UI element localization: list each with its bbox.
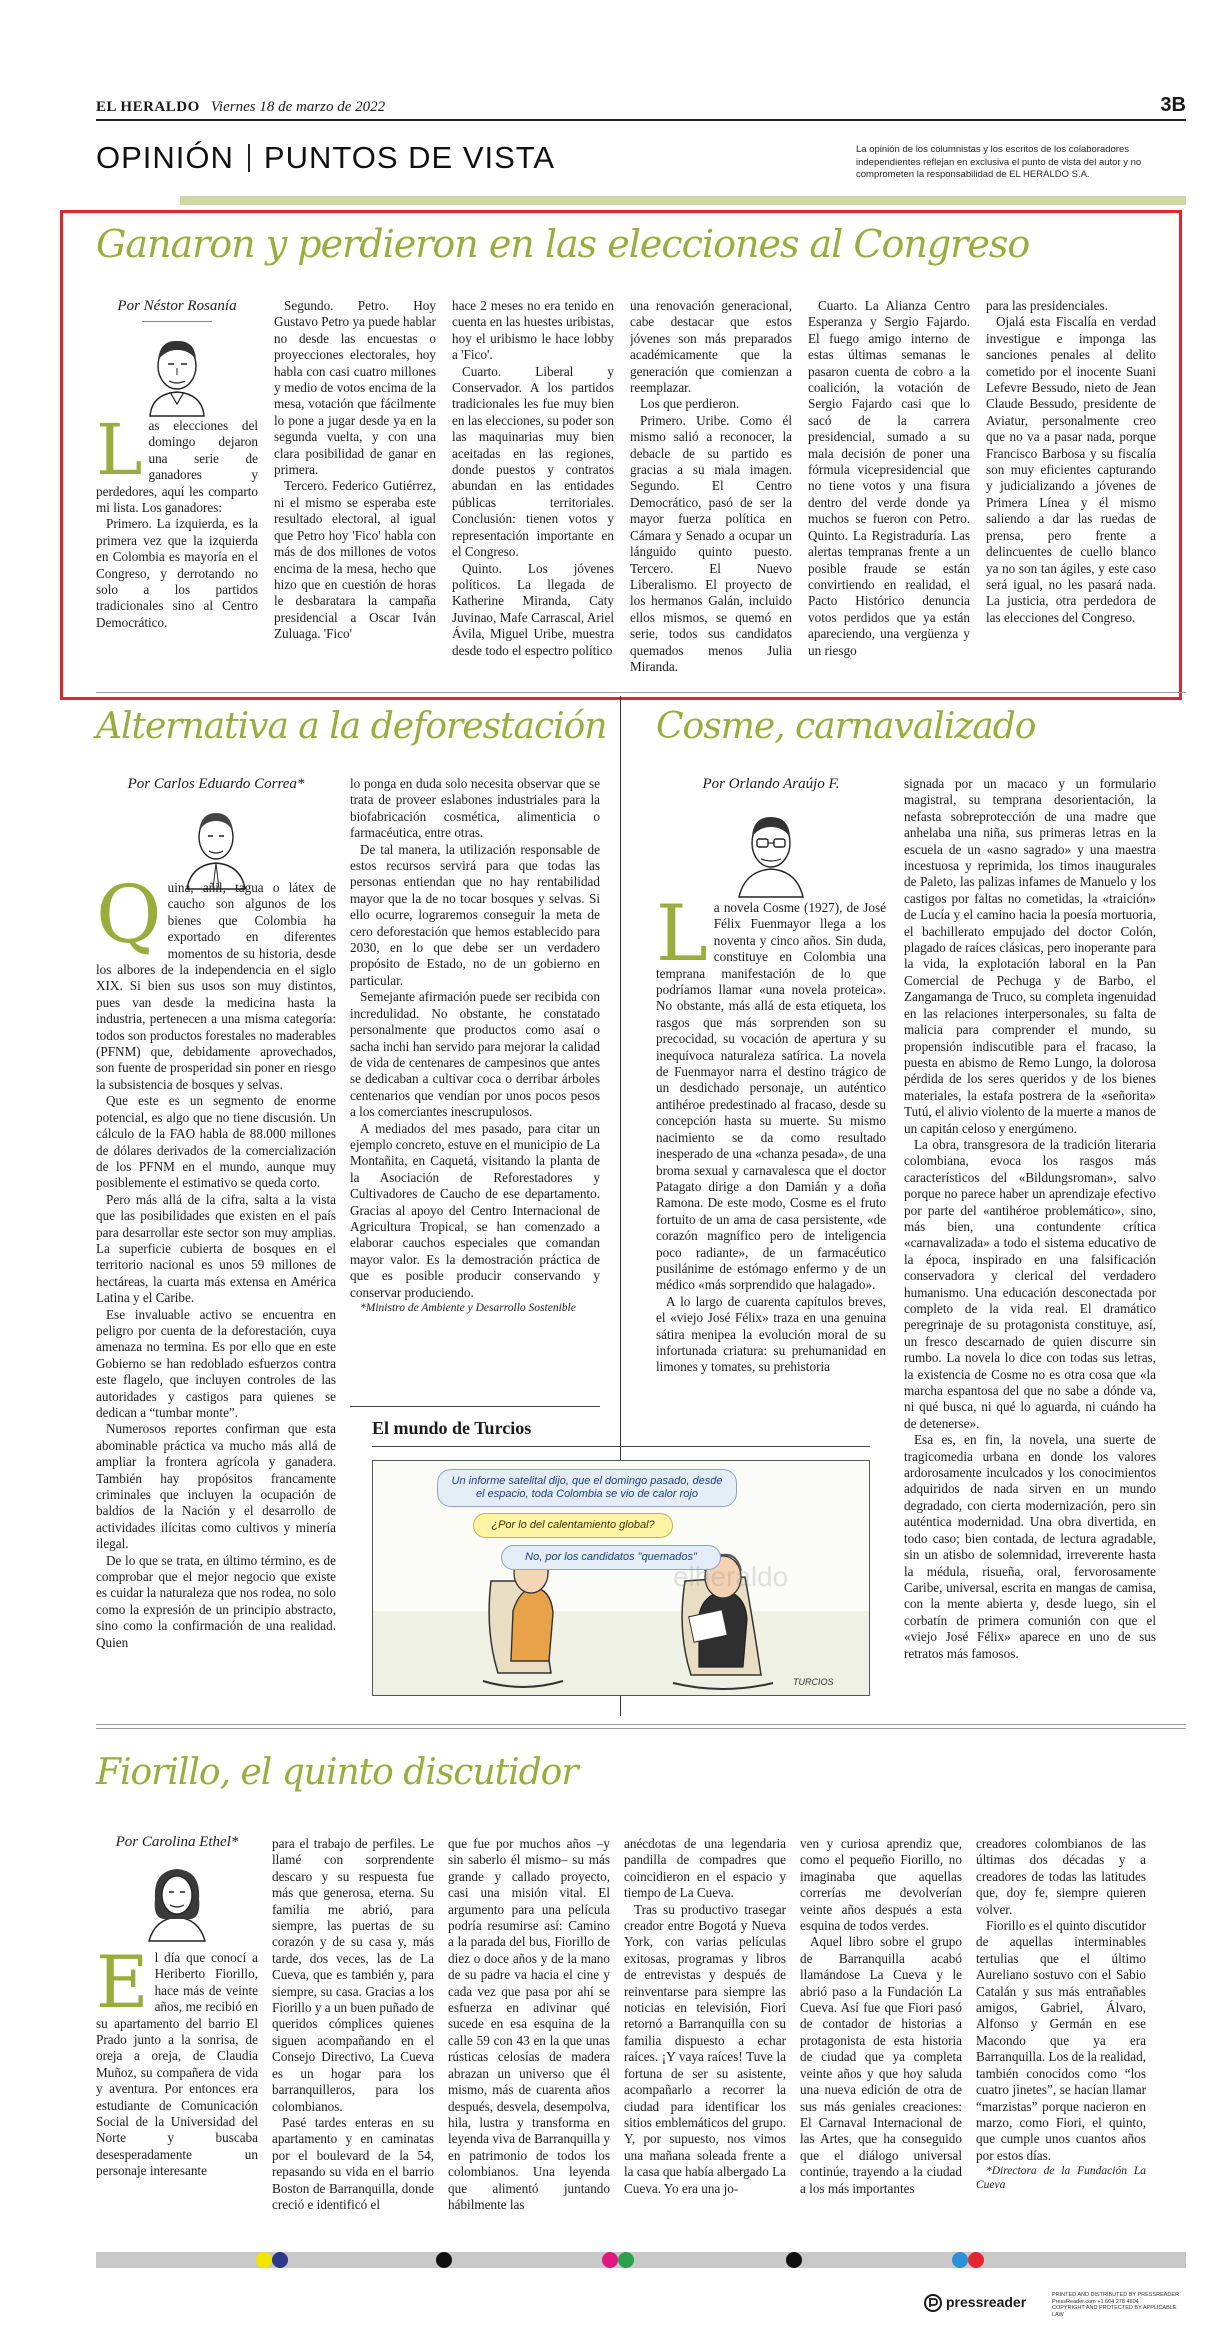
paragraph: que fue por muchos años –y sin saberlo él mismo– su más grande y callado proyecto, casi una misión vital. El argumento para una película podría resumirse así: Camino a la parada del bus, Fiorillo de diez o doce años y de la mano de su padre va hacia el cine y cada vez que pasa por ahí se esfuerza en adivinar qué sucede en esa esquina de la calle 59 con 43 en la que unas rústicas celosías de madera abrazan un universo que él mismo, más de cuarenta años después, desvela, desempolva, hila, lustra y transforma en leyenda viva de Barranquilla y en patrimonio de todos los colombianos. Una leyenda que alimentó juntando hábilmente las — [448, 1836, 610, 2212]
article4-column-3 — [448, 1836, 610, 2250]
dropcap: E — [96, 1950, 149, 2024]
disclaimer-note: La opinión de los columnistas y los escritos de los colaboradores independientes reflejan en exclusiva el punto de vista del autor y no comprometen la responsabilidad de EL HERALDO S.A. — [856, 144, 1142, 180]
paragraph: De lo que se trata, en último término, es de comprobar que el mejor negocio que existe es cuidar la naturaleza que nos rodea, no solo como la expresión de un principio abstracto, sino como la confirmación de una realidad. Quien — [96, 1552, 336, 1650]
section-divider-line — [96, 1724, 1186, 1725]
section-divider — [248, 144, 250, 172]
registration-dot — [786, 2252, 802, 2268]
article2-column-2 — [350, 776, 600, 1396]
article1-author — [96, 298, 258, 418]
paragraph: Aquel libro sobre el grupo de Barranquilla acabó llamándose La Cueva y le abrió paso a la Fundación La Cueva. Así fue que Fiori pasó de contador de historias a protagonista de esta historia de ciudad que ya completa veinte años y que hoy saluda una nueva edición de otra de sus más geniales creaciones: El Carnaval Internacional de las Artes, que ha conseguido que el diálogo universal continúe, trayendo a la ciudad a los más importantes — [800, 1934, 962, 2196]
pressreader-name: pressreader — [946, 2294, 1027, 2310]
paragraph: Semejante afirmación puede ser recibida con incredulidad. No obstante, he constatado personalmente que productos como asaí o sacha inchi han servido para mejorar la calidad de vida de centenares de campesinos que antes se dedicaban a cultivar coca o derribar árboles centenarios que vendían por unos pocos pesos a los comerciantes inescrupulosos. — [350, 989, 600, 1120]
paragraph: Que este es un segmento de enorme potencial, es algo que no tiene discusión. Un cálculo de la FAO habla de 88.000 millones de dólares derivados de la comercialización de los PFNM en el mundo, aunque muy posiblemente el estimativo se queda corto. — [96, 1093, 336, 1191]
author-note: *Ministro de Ambiente y Desarrollo Sostenible — [360, 1302, 576, 1314]
article1-column-1 — [96, 418, 258, 690]
paragraph: creadores colombianos de las últimas dos décadas y a creadores de todas las latitudes que, doy fe, siempre quieren volver. — [976, 1836, 1146, 1917]
paragraph: uina, añil, tagua o látex de caucho son algunos de los bienes que Colombia ha exportado en diferentes momentos de su historia, desde los albores de la independencia en el siglo XIX. Si bien sus usos son muy distintos, pues van desde la medicina hasta la industria, pertenecen a una misma categoría: todos son productos forestales no maderables (PFNM) que, debidamente aprovechados, son fuente de prosperidad sin poner en riesgo la subsistencia de bosques y selvas. — [96, 880, 336, 1092]
article4-column-5 — [800, 1836, 962, 2250]
paragraph: l día que conocí a Heriberto Fiorillo, hace más de veinte años, me recibió en su apartamento del barrio El Prado junto a la sonrisa, de oreja a oreja, de Claudia Muñoz, su compañera de vida y aventura. Por entonces era estudiante de Comunicación Social de la Universidad del Norte y buscaba desesperadamente un personaje interesante — [96, 1950, 258, 2179]
paragraph: Primero. Uribe. Como él mismo salió a reconocer, la debacle de su partido es gracias a su mala imagen. Segundo. El Centro Democrático, pasó de ser la mayor fuerza política en Cámara y Senado a ocupar un lánguido quinto puesto. Tercero. El Nuevo Liberalismo. El proyecto de los hermanos Galán, incluido ellos mismos, se quemó en serie, todos sus candidatos quemados menos Julia Miranda. — [630, 412, 792, 674]
cartoon-top-rule — [350, 1406, 600, 1407]
cartoon-title: El mundo de Turcios — [372, 1418, 532, 1438]
masthead — [96, 96, 1186, 118]
masthead-rule — [96, 119, 1186, 121]
paragraph: anécdotas de una legendaria pandilla de compadres que coincidieron en el espacio y tiempo de La Cueva. — [624, 1836, 786, 1901]
article1-title: Ganaron y perdieron en las elecciones al Congreso — [96, 222, 1030, 266]
article4-column-4 — [624, 1836, 786, 2250]
article2-byline: Por Carlos Eduardo Correa* — [127, 776, 305, 792]
paragraph: Fiorillo es el quinto discutidor de aquellas interminables tertulias que el último Aureliano sostuvo con el Sabio Catalán y sus más entrañables amigos, Gabriel, Álvaro, Alfonso y Germán en ese Macondo que ya era Barranquilla. Los de la realidad, también conocidos como “los cuatro jinetes”, se hacían llamar “marzistas” porque nacieron en marzo, como Fiori, el quinto, que cumple unos cuantos años por estos días. — [976, 1918, 1146, 2163]
article4-author — [96, 1834, 258, 1943]
paragraph: as elecciones del domingo dejaron una serie de ganadores y perdedores, aquí les comparto mi lista. Los ganadores: — [96, 418, 258, 516]
newspaper-name: EL HERALDO — [96, 99, 200, 115]
article1-column-2 — [274, 298, 436, 690]
paragraph: De tal manera, la utilización responsable de estos recursos servirá para que todas las personas entiendan que no hay rentabilidad mayor que la de no tocar bosques y selvas. Si ello ocurre, lograremos conseguir la meta de cero deforestación que hemos establecido para 2030, en lo que debe ser un verdadero propósito de Estado, no de un gobierno en particular. — [350, 841, 600, 988]
paragraph: Pero más allá de la cifra, salta a la vista que las posibilidades que existen en el país para desarrollar este sector son muy amplias. La superficie cubierta de bosques en el territorio nacional es unos 59 millones de hectáreas, la cuarta más extensa en América Latina y el Caribe. — [96, 1191, 336, 1306]
registration-dot — [256, 2252, 272, 2268]
registration-dot — [618, 2252, 634, 2268]
article3-column-1 — [656, 900, 886, 1716]
paragraph: Primero. La izquierda, es la primera vez que la izquierda en Colombia es mayoría en el Congreso, y derrotando no solo a los partidos tradicionales sino al Centro Democrático. — [96, 516, 258, 630]
paragraph: Quinto. Los jóvenes políticos. La llegada de Katherine Miranda, Caty Juvinao, Mafe Carrascal, Ariel Ávila, Miguel Uribe, muestra desde todo el espectro político — [452, 560, 614, 658]
author-portrait-icon — [135, 1859, 219, 1943]
issue-date: Viernes 18 de marzo de 2022 — [210, 99, 386, 115]
pressreader-line: COPYRIGHT AND PROTECTED BY APPLICABLE LAW — [1052, 2305, 1177, 2318]
article4-column-6 — [976, 1836, 1146, 2250]
paragraph: a novela Cosme (1927), de José Félix Fuenmayor llega a los noventa y cinco años. Sin duda, constituye en Colombia una temprana manifestación de lo que podríamos llamar «una novela proteica». No obstante, más allá de esta etiqueta, los rasgos que más sorprenden son su precocidad, su vocación de apertura y su inequívoca naturaleza satírica. La novela de Fuenmayor narra el destino trágico de un desdichado personaje, un auténtico antihéroe predestinado al fracaso, desde su concepción hasta su muerte. Su mismo nacimiento se da como resultado inesperado de una «chanza pesada», de una broma sexual y carnavalesca que el doctor Patagato dirige a don Damián y a doña Ramona. De este modo, Cosme es el fruto fortuito de un ama de casa persistente, «de corazón magnífico pero de inteligencia poco radiante», de un farmacéutico pusilánime de estómago enfermo y de un médico «más sorprendido que halagado». — [656, 900, 886, 1293]
dropcap: L — [96, 418, 143, 491]
section-bar — [96, 140, 1186, 180]
author-portrait-icon — [723, 803, 819, 899]
registration-dot — [968, 2252, 984, 2268]
article4-column-1 — [96, 1950, 258, 2250]
paragraph: La obra, transgresora de la tradición literaria colombiana, evoca los rasgos más característicos del «Bildungsroman», salvo porque no parece haber un aprendizaje efectivo por parte del «antihéroe problemático», sino, más bien, una contundente crítica «carnavalizada» a todo el sistema educativo de la época, inspirado en una falsificación conservadora y clerical del verdadero humanismo. Una educación desconectada por completo de la vida real. El dramático peregrinaje de su protagonista constituye, así, un fresco descarnado de quien discurre sin rumbo. La novela lo dice con todas sus letras, la existencia de Cosme no es otra cosa que «la marcha espantosa del que no sabe a dónde va, ni qué busca, ni qué lo aguarda, ni cuándo ha de detenerse». — [904, 1136, 1156, 1431]
dropcap: L — [656, 900, 708, 979]
article4-column-2 — [272, 1836, 434, 2250]
paragraph: Tras su productivo trasegar creador entre Bogotá y Nueva York, con varias películas exitosas, programas y libros de entrevistas y después de reinventarse para siempre las noticias en televisión, Fiori retornó a Barranquilla con su familia dispuesto a echar raíces. ¡Y vaya raíces! Tuve la fortuna de ser su asistente, acompañarlo a recorrer la ciudad para identificar los sitios emblemáticos del grupo. Y, por supuesto, nos vimos una mañana soleada frente a la casa que había albergado La Cueva. Yo era una jo- — [624, 1901, 786, 2196]
dropcap: Q — [96, 880, 162, 961]
registration-dot — [436, 2252, 452, 2268]
subsection-title: PUNTOS DE VISTA — [263, 140, 556, 175]
section-divider-line — [96, 692, 1186, 693]
registration-dot — [952, 2252, 968, 2268]
registration-dot — [602, 2252, 618, 2268]
paragraph: Cuarto. Liberal y Conservador. A los partidos tradicionales les fue muy bien en las elecciones, su poder son las maquinarias muy bien aceitadas en las regiones, donde puestos y contratos abundan en las entidades públicas territoriales. Conclusión: tienen votos y representación importante en el Congreso. — [452, 363, 614, 560]
paragraph: Numerosos reportes confirman que esta abominable práctica va mucho más allá de ampliar la frontera agrícola y ganadera. También hay propósitos francamente criminales que incluyen la ocupación de baldíos de la Nación y el desarrollo de actividades ilícitas como cultivos y minería ilegal. — [96, 1421, 336, 1552]
watermark: elheraldo — [673, 1561, 789, 1592]
print-color-bar — [96, 2252, 1186, 2268]
article4-title: Fiorillo, el quinto discutidor — [96, 1752, 578, 1793]
paragraph: lo ponga en duda solo necesita observar que se trata de proveer eslabones industriales para la biofabricación cosmética, alimenticia o farmacéutica, entre otras. — [350, 776, 600, 841]
article2-column-1 — [96, 880, 336, 1710]
pressreader-logo-icon — [924, 2294, 942, 2312]
article1-byline: Por Néstor Rosanía — [117, 298, 237, 314]
article3-byline: Por Orlando Araújo F. — [702, 776, 840, 792]
article1-column-4 — [630, 298, 792, 690]
article3-title: Cosme, carnavalizado — [656, 706, 1036, 747]
paragraph: Cuarto. La Alianza Centro Esperanza y Sergio Fajardo. El fuego amigo interno de estas últimas semanas le pasaron cuenta de cobro a la coalición, la votación de Sergio Fajardo casi que lo sacó de la carrera presidencial, sumado a su mala decisión de poner una fórmula vicepresidencial que no tiene votos y una fisura dentro del verde donde ya muchos se fueron con Petro. Quinto. La Registraduría. Las alertas tempranas frente a un posible fraude se están convirtiendo en realidad, el Pacto Histórico denuncia votos perdidos que ya están apareciendo, una vergüenza y un riesgo — [808, 298, 970, 658]
paragraph: Esa es, en fin, la novela, una suerte de tragicomedia urbana en donde los valores ardorosamente inculcados y los conocimientos adquiridos de nada sirven en un mundo degradado, con cierta modernización, pero sin auténtica modernidad. Una obra divertida, en todo caso; bien contada, de lectura agradable, sin un atisbo de solemnidad, irreverente hasta la médula, risueña, oral, fervorosamente Caribe, universal, escrita en mangas de camisa, con la mente abierta y, desde luego, sin el corbatín de primera comunión con que el «viejo José Félix» aparece en uno de sus retratos más famosos. — [904, 1432, 1156, 1661]
paragraph: ven y curiosa aprendiz que, como el pequeño Fiorillo, no imaginaba que aquellas correrías me devolverían veinte años después a esta esquina de todos verdes. — [800, 1836, 962, 1934]
paragraph: Los que perdieron. — [640, 396, 740, 412]
article1-column-3 — [452, 298, 614, 690]
cartoon-signature: TURCIOS — [793, 1677, 834, 1687]
paragraph: Ojalá esta Fiscalía en verdad investigue e imponga las sanciones penales al delito cometido por el inocente Suani Lefevre Bessudo, nieto de Jean Claude Bessudo, presidente de Aviatur, personalmente creo que no va a pasar nada, porque Francisco Barbosa y su fiscalía son muy eficientes capturando y judicializando a jóvenes de Primera Línea y él mismo saliendo a dar las ruedas de prensa, pero frente a delincuentes de cuello blanco ya no son tan ágiles, y este caso será igual, no les pasará nada. La justicia, otra perdedora de las elecciones del Congreso. — [986, 314, 1156, 625]
article3-author — [656, 776, 886, 899]
paragraph: para las presidenciales. — [986, 298, 1108, 313]
byline-rule — [142, 321, 212, 322]
paragraph: Segundo. Petro. Hoy Gustavo Petro ya puede hablar no desde las encuestas o proyecciones electorales, hoy habla con casi cuatro millones y medio de votos encima de la mesa, votación que fácilmente lo pone a jugar desde ya en la segunda vuelta, y con una clara posibilidad de ganar en primera. — [274, 298, 436, 478]
page-number: 3B — [1160, 94, 1186, 116]
pressreader-line: PressReader.com +1 604 278 4604 — [1052, 2298, 1139, 2305]
article2-title: Alternativa a la deforestación — [96, 706, 607, 747]
pressreader-footer — [924, 2290, 1186, 2320]
registration-dot — [272, 2252, 288, 2268]
paragraph: A lo largo de cuarenta capítulos breves, el «viejo José Félix» traza en una genuina sátira menipea la evolución moral de su infortunada criatura: su prehumanidad en limones y tomates, su prehistoria — [656, 1293, 886, 1375]
article4-byline: Por Carolina Ethel* — [115, 1834, 239, 1850]
section-title: OPINIÓN — [96, 140, 234, 175]
article2-author — [96, 776, 336, 891]
pressreader-line: PRINTED AND DISTRIBUTED BY PRESSREADER — [1052, 2292, 1180, 2298]
paragraph: Ese invaluable activo se encuentra en peligro por cuenta de la deforestación, cuya amenaza no termina. Es por ello que en este Gobierno se han redoblado esfuerzos contra este flagelo, que incluyen controles de las autoridades y castigos para quienes se dedican a “tumbar monte”. — [96, 1306, 336, 1420]
paragraph: una renovación generacional, cabe destacar que estos jóvenes son más preparados académicamente que la generación que comienzan a reemplazar. — [630, 298, 792, 396]
author-portrait-icon — [132, 328, 222, 418]
pressreader-notice — [1052, 2292, 1186, 2318]
section-divider-line — [96, 1728, 1186, 1729]
author-note: *Directora de la Fundación La Cueva — [976, 2165, 1146, 2192]
article3-column-2 — [904, 776, 1156, 1716]
paragraph: Tercero. Federico Gutiérrez, ni el mismo se esperaba este resultado electoral, al igual que Petro hoy 'Fico' habla con más de dos millones de votos encima de la mesa, hecho que hizo que en cuestión de horas le desbaratara la campaña presidencial a Oscar Iván Zuluaga. 'Fico' — [274, 478, 436, 642]
paragraph: Pasé tardes enteras en su apartamento y en caminatas por el boulevard de la 54, repasando su vida en el barrio Boston de Barranquilla, donde creció e identificó el — [272, 2114, 434, 2212]
speech-bubble-1: Un informe satelital dijo, que el domingo pasado, desde el espacio, toda Colombia se vio de calor rojo — [437, 1469, 737, 1507]
paragraph: A mediados del mes pasado, para citar un ejemplo concreto, estuve en el municipio de La Montañita, en Caquetá, visitando la planta de la Asociación de Reforestadores y Cultivadores de Caucho de ese departamento. Gracias al apoyo del Centro Internacional de Agricultura Tropical, se han comenzado a elaborar cauchos especiales que comandan mayor valor. Es la demostración práctica de que es posible producir conservando y conservar produciendo. — [350, 1120, 600, 1300]
article1-column-5 — [808, 298, 970, 690]
paragraph: hace 2 meses no era tenido en cuenta en las huestes uribistas, hoy el uribismo le hace lobby a 'Fico'. — [452, 298, 614, 363]
speech-bubble-3: No, por los candidatos "quemados" — [501, 1545, 721, 1570]
article1-column-6 — [986, 298, 1156, 690]
speech-bubble-2: ¿Por lo del calentamiento global? — [473, 1513, 673, 1538]
paragraph: signada por un macaco y un formulario magistral, su temprana desorientación, la nefasta sobreprotección de una madre que anhelaba una niña, sus primeras letras en la escuela de un «asno sagrado» y una maestra incestuosa y reprimida, los timos inaugurales de Paleto, las palizas infames de Manuelo y los castigos por faltas no cometidas, la «traición» de Lucía y el camino hacia la poesía mortuoria, el bachillerato empujado del doctor Colón, plagado de raíces clásicas, pero inoperante para la vida, la explotación laboral en la Pan Comercial de Pechuga y de Barbo, el Zangamanga de Truco, su completa ingenuidad en las relaciones interpersonales, su falta de malicia para comprender el mundo, su propensión indiscutible para el fracaso, la puesta en abismo de Remo Lungo, la dolorosa pérdida de los seres queridos y de los bienes materiales, la estafa postrera de la «señorita» Tutú, el alivio violento de la muerte a manos de un capitán celoso y energúmeno. — [904, 776, 1156, 1136]
green-rule — [180, 196, 1186, 205]
author-portrait-icon — [171, 801, 261, 891]
paragraph: para el trabajo de perfiles. Le llamé con sorprendente descaro y su respuesta fue más que generosa, eterna. Su familia me abrió, para siempre, las puertas de su corazón y de su casa y, más tarde, dos veces, las de La Cueva, que es también y, para siempre, su casa. Gracias a los Fiorillo y a un buen puñado de queridos cómplices quienes siguen acompañando en el Consejo Directivo, La Cueva es un hogar para los barranquilleros, para los colombianos. — [272, 1836, 434, 2114]
